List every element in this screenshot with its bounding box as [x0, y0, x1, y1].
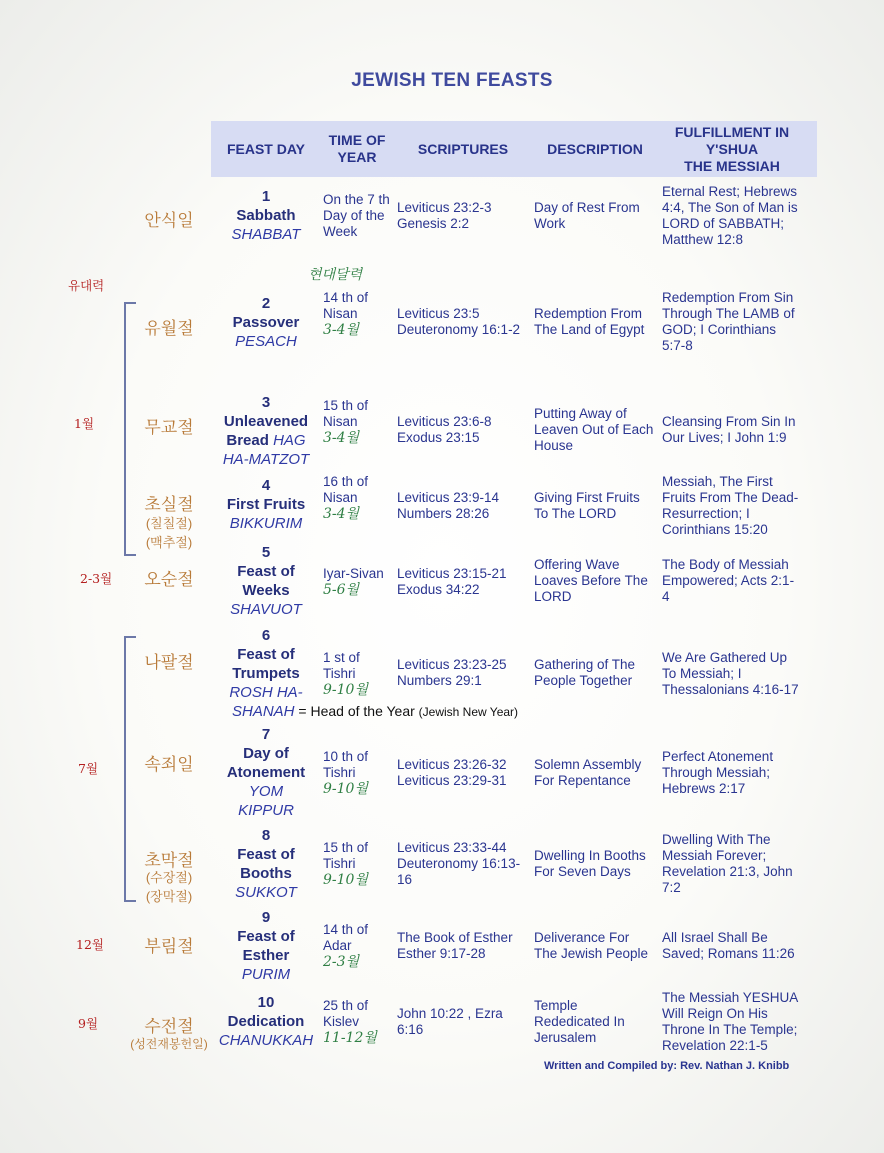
description [534, 930, 660, 962]
feast-name: Esther [242, 947, 290, 964]
fulfillment-line: Eternal Rest; Hebrews [662, 184, 798, 199]
fulfillment [662, 650, 812, 698]
hebrew-name: CHANUKKAH [218, 1032, 314, 1049]
feast-number: 10 [257, 994, 275, 1011]
fulfillment [662, 290, 812, 354]
feast-name: Feast of [237, 928, 295, 945]
fulfillment-line: Redemption From Sin [662, 290, 794, 305]
hebrew-name: PESACH [235, 333, 297, 350]
jewish-month: 1월 [74, 416, 95, 431]
time-of-year [323, 474, 399, 522]
description [534, 757, 660, 789]
bracket-spring-top [124, 302, 136, 304]
time-of-year [323, 922, 399, 970]
time-of-year [323, 290, 399, 338]
hebrew-name-continued: SHANAH [232, 703, 295, 720]
fulfillment-line: Saved; Romans 11:26 [662, 946, 795, 961]
korean-name: 수전절 [144, 1017, 194, 1036]
hebrew-name: BIKKURIM [229, 515, 303, 532]
bracket-spring [124, 302, 126, 555]
scripture-line: Leviticus 23:23-25 [397, 657, 507, 672]
hebrew-name: HA-MATZOT [222, 451, 310, 468]
description-line: Putting Away of [534, 406, 627, 421]
feast-name: Feast of [237, 646, 295, 663]
feast-day [214, 626, 318, 702]
feast-name: Trumpets [232, 665, 300, 682]
scripture-line: Leviticus 23:5 [397, 306, 480, 321]
feast-number: 7 [261, 726, 271, 743]
header-fulfillment-line2: Y'SHUA [705, 141, 759, 157]
fulfillment-line: Dwelling With The [662, 832, 771, 847]
modern-month: 2-3월 [323, 954, 360, 970]
description-line: Work [534, 216, 566, 231]
time-line: 15 th of [323, 398, 369, 413]
time-line: Kislev [323, 1014, 360, 1029]
time-line: 14 th of [323, 922, 369, 937]
description [534, 490, 660, 522]
jewish-month: 7월 [78, 761, 99, 776]
feast-day [214, 993, 318, 1050]
hebrew-name: SHAVUOT [230, 601, 302, 618]
scripture-line: John 10:22 , Ezra [397, 1006, 503, 1021]
korean-name: 부림절 [144, 937, 194, 956]
time-line: Nisan [323, 306, 358, 321]
description-line: LORD [534, 589, 572, 604]
fulfillment [662, 474, 812, 538]
description-line: Gathering of The [534, 657, 636, 672]
scripture-line: 16 [397, 872, 413, 887]
fulfillment-line: GOD; I Corinthians [662, 322, 777, 337]
scripture-line: Leviticus 23:15-21 [397, 566, 507, 581]
description-line: The Jewish People [534, 946, 649, 961]
korean-name: 나팔절 [144, 653, 194, 672]
fulfillment [662, 557, 812, 605]
time-line: Nisan [323, 414, 358, 429]
scripture-line: Leviticus 23:6-8 [397, 414, 492, 429]
feast-number: 2 [261, 295, 271, 312]
korean-name: 초실절 [144, 495, 194, 514]
scriptures [397, 490, 531, 522]
fulfillment-line: All Israel Shall Be [662, 930, 768, 945]
feast-name: Sabbath [236, 207, 296, 224]
scripture-line: Leviticus 23:2-3 [397, 200, 492, 215]
modern-month: 9-10월 [323, 781, 368, 797]
fulfillment-line: Throne In The Temple; [662, 1022, 798, 1037]
fulfillment [662, 414, 812, 446]
time-of-year [323, 840, 399, 888]
feast-name: Dedication [227, 1013, 305, 1030]
modern-month: 3-4월 [323, 506, 360, 522]
jewish-month: 9월 [78, 1016, 99, 1031]
scriptures [397, 840, 531, 888]
modern-month: 9-10월 [323, 682, 368, 698]
scripture-line: Leviticus 23:26-32 [397, 757, 507, 772]
fulfillment [662, 749, 812, 797]
scriptures [397, 757, 531, 789]
feast-day [214, 826, 318, 902]
time-line: 15 th of [323, 840, 369, 855]
feast-name: First Fruits [226, 496, 306, 513]
bracket-fall [124, 636, 126, 902]
fulfillment-line: 7:2 [662, 880, 681, 895]
korean-alt-name: (성전재봉헌일) [130, 1037, 208, 1051]
time-of-year [323, 650, 399, 698]
feast-number: 1 [261, 188, 271, 205]
feast-day [214, 393, 318, 469]
time-line: 10 th of [323, 749, 369, 764]
description-line: People Together [534, 673, 633, 688]
description-line: Offering Wave [534, 557, 620, 572]
korean-alt-name: (수장절) [145, 870, 193, 885]
header-fulfillment [662, 124, 802, 175]
description-line: Redemption From [534, 306, 643, 321]
new-year-note [232, 703, 518, 720]
scripture-line: Deuteronomy 16:1-2 [397, 322, 521, 337]
korean-name: 오순절 [144, 570, 194, 589]
scriptures [397, 414, 531, 446]
fulfillment-line: Hebrews 2:17 [662, 781, 746, 796]
header-time-line1: TIME OF [328, 132, 386, 148]
feast-number: 8 [261, 827, 271, 844]
description-line: Loaves Before The [534, 573, 648, 588]
time-of-year [323, 192, 399, 240]
fulfillment-line: Resurrection; I [662, 506, 750, 521]
time-line: Tishri [323, 666, 356, 681]
description [534, 306, 660, 338]
fulfillment-line: Revelation 22:1-5 [662, 1038, 768, 1053]
time-line: Day of the [323, 208, 385, 223]
time-of-year [323, 749, 399, 797]
page-title: JEWISH TEN FEASTS [351, 70, 553, 91]
description [534, 406, 660, 454]
fulfillment-line: Through Messiah; [662, 765, 771, 780]
fulfillment-line: Fruits From The Dead- [662, 490, 799, 505]
korean-name: 유월절 [144, 319, 194, 338]
hebrew-name: PURIM [241, 966, 291, 983]
time-of-year [323, 998, 399, 1046]
time-line: On the 7 th [323, 192, 390, 207]
feast-name-mixed [214, 431, 318, 450]
feast-day [214, 908, 318, 984]
description-line: The Land of Egypt [534, 322, 645, 337]
fulfillment-line: 4 [662, 589, 670, 604]
feast-number: 9 [261, 909, 271, 926]
korean-alt-name: (맥추절) [145, 535, 193, 550]
description-line: Temple [534, 998, 578, 1013]
hebrew-name: KIPPUR [238, 802, 294, 819]
fulfillment-line: Through The LAMB of [662, 306, 795, 321]
scripture-line: 6:16 [397, 1022, 424, 1037]
fulfillment [662, 184, 812, 248]
scriptures [397, 657, 531, 689]
scripture-line: Numbers 29:1 [397, 673, 482, 688]
scripture-line: The Book of Esther [397, 930, 513, 945]
modern-month: 9-10월 [323, 872, 368, 888]
header-time-line2: YEAR [337, 149, 377, 165]
time-line: 25 th of [323, 998, 369, 1013]
korean-name: 속죄일 [144, 755, 194, 774]
feast-number: 3 [261, 394, 271, 411]
description-line: Giving First Fruits [534, 490, 640, 505]
modern-month: 5-6월 [323, 582, 360, 598]
scripture-line: Esther 9:17-28 [397, 946, 486, 961]
korean-name: 초막절 [144, 851, 194, 870]
feast-day [214, 187, 318, 244]
feast-day [214, 725, 318, 820]
header-time-of-year [322, 132, 392, 166]
feast-name: Passover [232, 314, 300, 331]
description-line: Solemn Assembly [534, 757, 642, 772]
header-description: DESCRIPTION [547, 141, 643, 157]
header-scriptures: SCRIPTURES [417, 141, 509, 157]
fulfillment-line: Revelation 21:3, John [662, 864, 793, 879]
fulfillment-line: Will Reign On His [662, 1006, 768, 1021]
scriptures [397, 200, 531, 232]
description-line: Jerusalem [534, 1030, 597, 1045]
hebrew-name: YOM [248, 783, 284, 800]
scriptures [397, 306, 531, 338]
description-line: Dwelling In Booths [534, 848, 646, 863]
fulfillment-line: The Body of Messiah [662, 557, 789, 572]
header-fulfillment-line3: THE MESSIAH [684, 158, 780, 174]
fulfillment-line: Messiah Forever; [662, 848, 767, 863]
scriptures [397, 1006, 531, 1038]
scripture-line: Deuteronomy 16:13- [397, 856, 521, 871]
modern-month: 3-4월 [323, 430, 360, 446]
fulfillment-line: 4:4, The Son of Man is [662, 200, 798, 215]
korean-name: 안식일 [144, 211, 194, 230]
hebrew-name: ROSH HA- [229, 684, 303, 701]
feast-name: Weeks [242, 582, 290, 599]
description [534, 657, 660, 689]
fulfillment-line: LORD of SABBATH; [662, 216, 785, 231]
jewish-month: 2-3월 [80, 571, 113, 586]
fulfillment-line: We Are Gathered Up [662, 650, 788, 665]
scripture-line: Genesis 2:2 [397, 216, 470, 231]
korean-alt-name: (칠칠절) [145, 516, 193, 531]
fulfillment-line: To Messiah; I [662, 666, 742, 681]
jewish-month: 12월 [76, 937, 104, 952]
fulfillment-line: Our Lives; I John 1:9 [662, 430, 787, 445]
korean-alt-name: (장막절) [145, 889, 193, 904]
feast-number: 5 [261, 544, 271, 561]
time-line: 16 th of [323, 474, 369, 489]
scripture-line: Exodus 23:15 [397, 430, 480, 445]
time-line: Nisan [323, 490, 358, 505]
feast-name: Feast of [237, 846, 295, 863]
time-of-year [323, 566, 399, 598]
description-line: For Repentance [534, 773, 631, 788]
description [534, 998, 660, 1046]
scripture-line: Numbers 28:26 [397, 506, 490, 521]
fulfillment [662, 930, 812, 962]
fulfillment-line: Messiah, The First [662, 474, 773, 489]
fulfillment-line: Cleansing From Sin In [662, 414, 796, 429]
modern-month: 11-12월 [323, 1030, 377, 1046]
feast-name: Atonement [226, 764, 306, 781]
description-line: Deliverance For [534, 930, 630, 945]
feast-name: Day of [243, 745, 289, 762]
description [534, 557, 660, 605]
scripture-line: Exodus 34:22 [397, 582, 480, 597]
feast-name-part: Bread [226, 432, 269, 449]
time-line: 1 st of [323, 650, 360, 665]
bracket-fall-top [124, 636, 136, 638]
scriptures [397, 566, 531, 598]
korean-name: 무교절 [144, 418, 194, 437]
jewish-calendar-label: 유대력 [68, 278, 105, 293]
fulfillment-line: 5:7-8 [662, 338, 693, 353]
description [534, 200, 660, 232]
scripture-line: Leviticus 23:33-44 [397, 840, 507, 855]
note-small-text: (Jewish New Year) [418, 705, 519, 719]
modern-calendar-label: 현대달력 [308, 267, 363, 283]
description-line: To The LORD [534, 506, 617, 521]
scripture-line: Leviticus 23:29-31 [397, 773, 507, 788]
hebrew-name-part: HAG [273, 432, 306, 449]
fulfillment-line: Matthew 12:8 [662, 232, 744, 247]
feast-day [214, 476, 318, 533]
scriptures [397, 930, 531, 962]
scripture-line: Leviticus 23:9-14 [397, 490, 500, 505]
description-line: For Seven Days [534, 864, 631, 879]
description-line: Day of Rest From [534, 200, 640, 215]
description-line: Rededicated In [534, 1014, 625, 1029]
fulfillment [662, 990, 812, 1054]
time-line: 14 th of [323, 290, 369, 305]
modern-month: 3-4월 [323, 322, 360, 338]
hebrew-name: SHABBAT [231, 226, 301, 243]
bracket-spring-bottom [124, 554, 136, 556]
fulfillment-line: Thessalonians 4:16-17 [662, 682, 799, 697]
feast-number: 6 [261, 627, 271, 644]
header-fulfillment-line1: FULFILLMENT IN [674, 124, 790, 140]
time-line: Adar [323, 938, 352, 953]
time-line: Iyar-Sivan [323, 566, 384, 581]
description-line: House [534, 438, 574, 453]
feast-day [214, 294, 318, 351]
feast-name: Feast of [237, 563, 295, 580]
fulfillment-line: Perfect Atonement [662, 749, 774, 764]
feast-day [214, 543, 318, 619]
fulfillment-line: The Messiah YESHUA [662, 990, 799, 1005]
description-line: Leaven Out of Each [534, 422, 654, 437]
time-line: Week [323, 224, 358, 239]
time-of-year [323, 398, 399, 446]
credit-line: Written and Compiled by: Rev. Nathan J. Knibb [544, 1060, 790, 1072]
time-line: Tishri [323, 856, 356, 871]
note-text: = Head of the Year [294, 703, 419, 719]
feast-name: Unleavened [223, 413, 309, 430]
fulfillment [662, 832, 812, 896]
header-feast-day: FEAST DAY [226, 141, 306, 157]
fulfillment-line: Empowered; Acts 2:1- [662, 573, 795, 588]
time-line: Tishri [323, 765, 356, 780]
description [534, 848, 660, 880]
feast-number: 4 [261, 477, 271, 494]
fulfillment-line: Corinthians 15:20 [662, 522, 768, 537]
feast-name: Booths [240, 865, 292, 882]
hebrew-name: SUKKOT [235, 884, 297, 901]
